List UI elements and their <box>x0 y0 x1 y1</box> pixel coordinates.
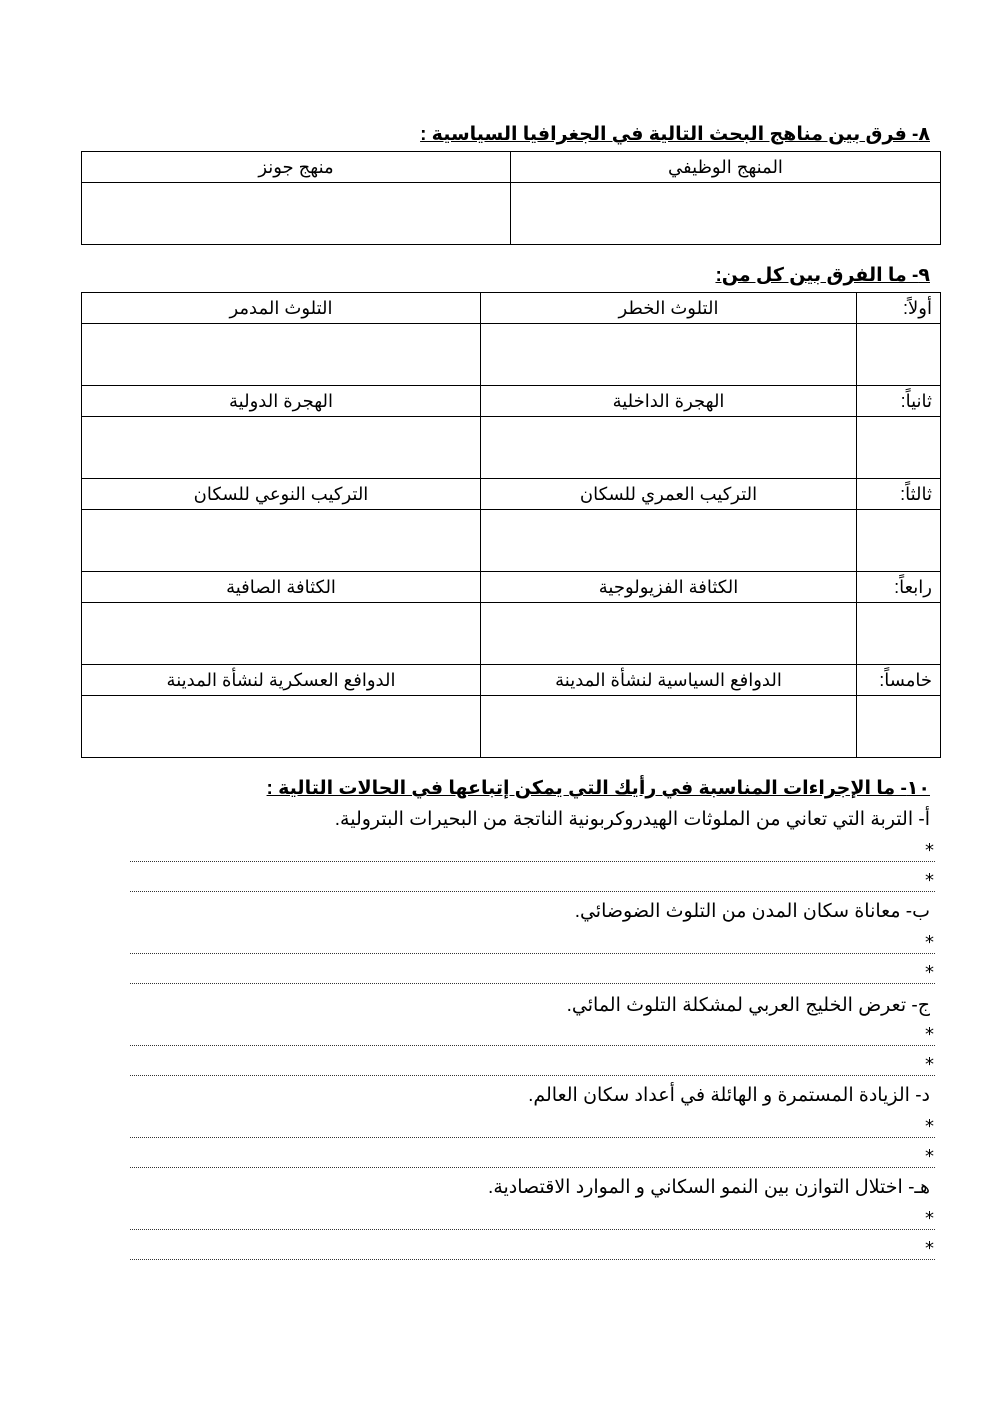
answer-line[interactable] <box>130 928 935 954</box>
q8-table <box>81 151 941 245</box>
q9-answer-cell[interactable] <box>82 603 481 665</box>
q9-answer-cell[interactable] <box>82 510 481 572</box>
bullet-star: * <box>925 1116 934 1137</box>
q9-answer-cell[interactable] <box>481 603 857 665</box>
q9-answer-cell <box>857 324 941 386</box>
q9-term-a: الهجرة الداخلية <box>481 386 857 417</box>
q9-term-a: الدوافع السياسية لنشأة المدينة <box>481 665 857 696</box>
q9-term-b: الدوافع العسكرية لنشأة المدينة <box>82 665 481 696</box>
answer-line[interactable] <box>130 1112 935 1138</box>
q9-row-label: أولاً: <box>857 293 941 324</box>
q9-term-b: التلوث المدمر <box>82 293 481 324</box>
q9-answer-cell[interactable] <box>82 696 481 758</box>
q9-answer-cell[interactable] <box>481 324 857 386</box>
q9-answer-cell[interactable] <box>481 417 857 479</box>
bullet-star: * <box>925 962 934 983</box>
bullet-star: * <box>925 870 934 891</box>
q8-header-jones: منهج جونز <box>82 152 511 183</box>
bullet-star: * <box>925 1238 934 1259</box>
answer-line[interactable] <box>130 1234 935 1260</box>
q9-table <box>81 292 941 758</box>
q10-item-d: د- الزيادة المستمرة و الهائلة في أعداد سكان العالم. <box>528 1085 930 1106</box>
q8-title: ٨- فرق بين مناهج البحث التالية في الجغرافيا السياسية : <box>420 124 930 145</box>
answer-line[interactable] <box>130 866 935 892</box>
answer-line[interactable] <box>130 1050 935 1076</box>
bullet-star: * <box>925 1054 934 1075</box>
q9-term-b: التركيب النوعي للسكان <box>82 479 481 510</box>
answer-line[interactable] <box>130 1142 935 1168</box>
q9-answer-cell <box>857 417 941 479</box>
answer-line[interactable] <box>130 958 935 984</box>
q9-term-b: الهجرة الدولية <box>82 386 481 417</box>
q8-answer-cell[interactable] <box>82 183 511 245</box>
q10-item-b: ب- معاناة سكان المدن من التلوث الضوضائي. <box>574 901 930 922</box>
bullet-star: * <box>925 1024 934 1045</box>
bullet-star: * <box>925 932 934 953</box>
q10-item-a: أ- التربة التي تعاني من الملوثات الهيدروكربونية الناتجة من البحيرات البترولية. <box>334 809 930 830</box>
q9-answer-cell[interactable] <box>481 510 857 572</box>
q9-row-label: ثالثاً: <box>857 479 941 510</box>
bullet-star: * <box>925 1146 934 1167</box>
q9-title: ٩- ما الفرق بين كل من: <box>715 265 930 286</box>
q9-answer-cell <box>857 696 941 758</box>
q9-term-a: الكثافة الفزيولوجية <box>481 572 857 603</box>
q9-term-b: الكثافة الصافية <box>82 572 481 603</box>
q9-answer-cell[interactable] <box>82 324 481 386</box>
q10-item-e: هـ- اختلال التوازن بين النمو السكاني و الموارد الاقتصادية. <box>488 1177 930 1198</box>
q9-row-label: خامساً: <box>857 665 941 696</box>
answer-line[interactable] <box>130 1204 935 1230</box>
q9-answer-cell[interactable] <box>82 417 481 479</box>
q9-row-label: رابعاً: <box>857 572 941 603</box>
q10-title: ١٠- ما الإجراءات المناسبة في رأيك التي يمكن إتباعها في الحالات التالية : <box>266 778 930 799</box>
q9-answer-cell <box>857 603 941 665</box>
bullet-star: * <box>925 1208 934 1229</box>
q10-item-c: ج- تعرض الخليج العربي لمشكلة التلوث المائي. <box>566 995 930 1016</box>
q9-answer-cell <box>857 510 941 572</box>
answer-line[interactable] <box>130 1020 935 1046</box>
q8-answer-cell[interactable] <box>511 183 941 245</box>
q8-header-functional: المنهج الوظيفي <box>511 152 941 183</box>
bullet-star: * <box>925 840 934 861</box>
q9-term-a: التلوث الخطر <box>481 293 857 324</box>
answer-line[interactable] <box>130 836 935 862</box>
q9-row-label: ثانياً: <box>857 386 941 417</box>
q9-term-a: التركيب العمري للسكان <box>481 479 857 510</box>
q9-answer-cell[interactable] <box>481 696 857 758</box>
